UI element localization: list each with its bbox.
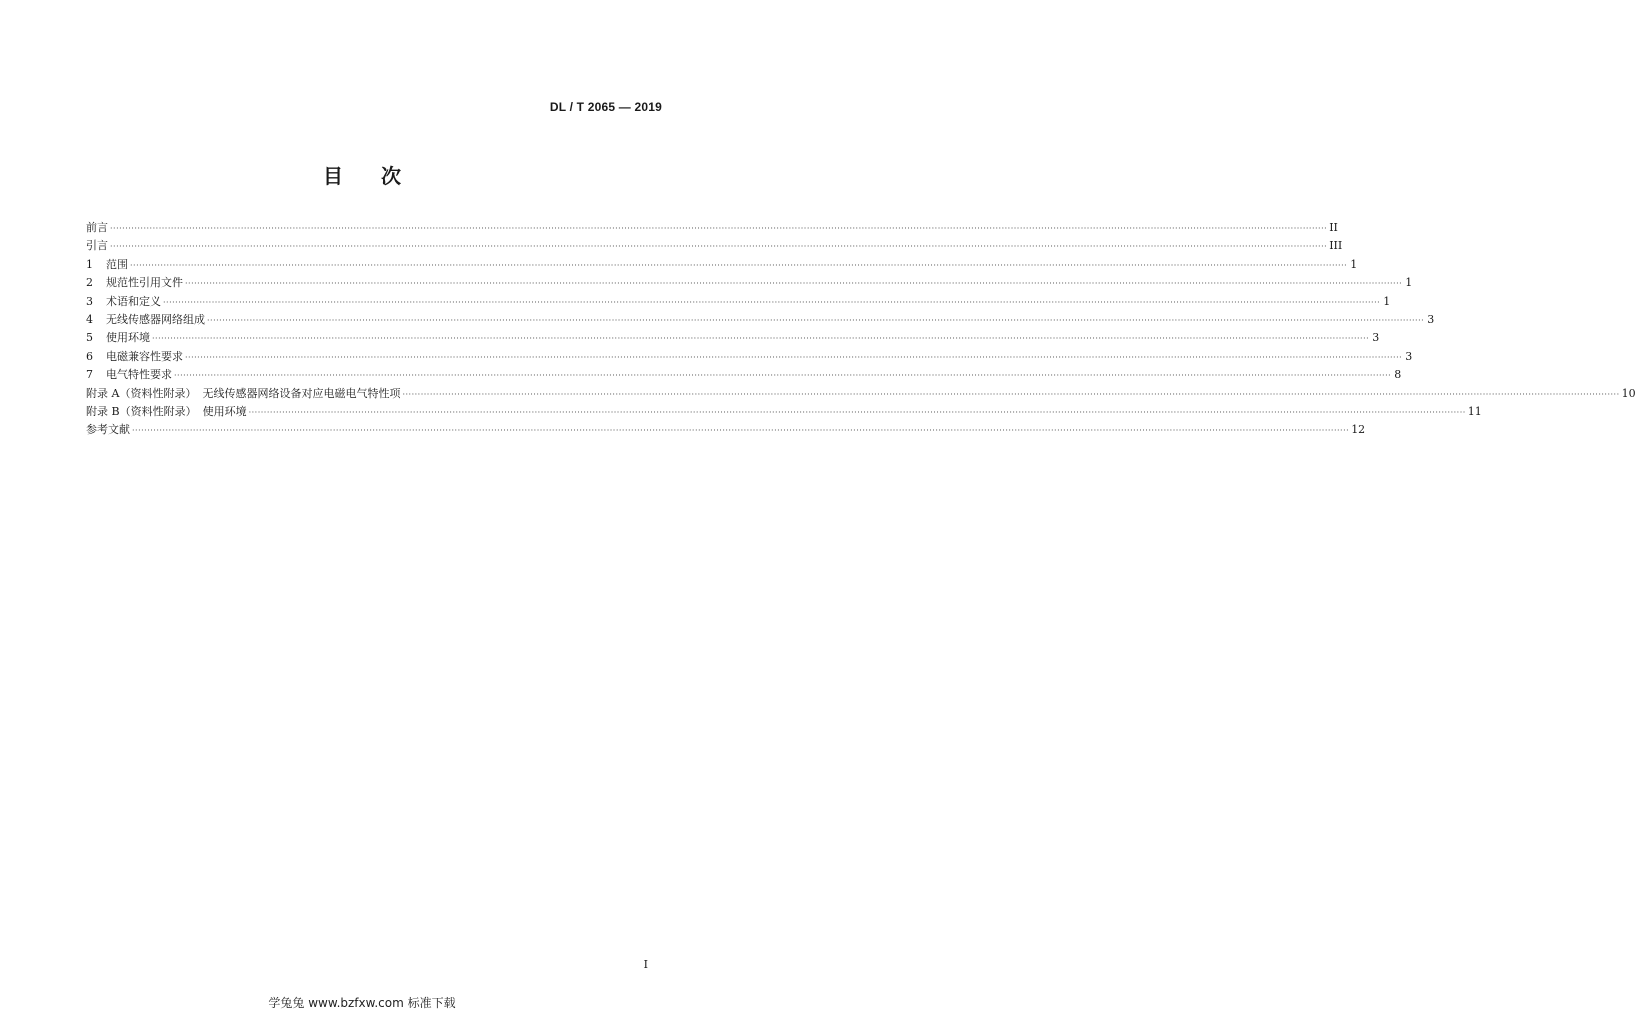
toc-leader-dots: ················································································································································································································································································································································································································ — [185, 279, 1403, 289]
toc-leader-dots: ················································································································································································································································································································································································································ — [152, 334, 1370, 344]
toc-entry-title: 电气特性要求 — [106, 368, 172, 382]
toc-entry-number: 5 — [86, 331, 93, 345]
toc-entry-title: 无线传感器网络组成 — [106, 312, 205, 326]
toc-entry-label — [106, 293, 161, 311]
toc-entry-label — [106, 256, 128, 274]
toc-entry[interactable] — [86, 311, 1435, 329]
title-char-2: 次 — [381, 164, 401, 188]
toc-entry-subtitle: 使用环境 — [202, 404, 247, 418]
toc-entry-title: 电磁兼容性要求 — [106, 349, 183, 363]
toc-entry-label — [86, 237, 108, 255]
toc-leader-dots: ················································································································································································································································································································································································································ — [110, 224, 1328, 233]
toc-entry-label — [86, 403, 247, 421]
toc-leader-dots: ················································································································································································································································································································································································································ — [402, 389, 1620, 399]
toc-entry-title: 使用环境 — [106, 331, 150, 345]
page-number: I — [643, 958, 648, 971]
toc-entry-label — [106, 366, 172, 384]
toc-entry-label — [106, 348, 183, 366]
title-char-1: 目 — [323, 164, 343, 188]
toc-entry-title: 引言 — [86, 239, 108, 253]
toc-entry-page: 1 — [1405, 276, 1413, 290]
toc-entry-label — [86, 421, 130, 439]
toc-leader-dots: ················································································································································································································································································································································································································ — [185, 352, 1403, 362]
toc-entry-page: 12 — [1351, 423, 1366, 437]
toc-entry-page: 1 — [1383, 294, 1391, 308]
table-of-contents — [86, 219, 1636, 440]
toc-entry-title: 附录 B（资料性附录） — [86, 404, 197, 418]
toc-entry[interactable] — [86, 348, 1413, 366]
toc-entry-page: 3 — [1372, 331, 1380, 345]
toc-entry-number: 1 — [86, 257, 93, 271]
toc-leader-dots: ················································································································································································································································································································································································································ — [207, 315, 1425, 325]
page-title — [0, 160, 724, 189]
toc-entry-page: 10 — [1621, 386, 1636, 400]
toc-entry-label — [86, 385, 400, 403]
toc-leader-dots: ················································································································································································································································································································································································································ — [132, 426, 1350, 436]
toc-leader-dots: ················································································································································································································································································································································································································ — [163, 297, 1381, 307]
toc-entry-page: II — [1329, 221, 1338, 234]
toc-entry-label — [106, 311, 205, 329]
toc-entry[interactable] — [86, 329, 1380, 347]
toc-entry-number: 3 — [86, 294, 93, 308]
toc-entry[interactable] — [86, 293, 1391, 311]
toc-leader-dots: ················································································································································································································································································································································································································ — [174, 371, 1392, 381]
toc-entry[interactable] — [86, 385, 1636, 403]
toc-entry[interactable] — [86, 237, 1343, 255]
toc-entry-title: 范围 — [106, 257, 128, 271]
toc-entry-page: III — [1329, 239, 1343, 253]
toc-entry-label — [86, 219, 108, 237]
toc-entry-number: 2 — [86, 276, 93, 290]
toc-entry-page: 3 — [1427, 312, 1435, 326]
toc-entry-page: 11 — [1467, 404, 1482, 418]
toc-entry[interactable] — [86, 219, 1338, 237]
toc-leader-dots: ················································································································································································································································································································································································································ — [110, 242, 1328, 252]
toc-entry[interactable] — [86, 403, 1482, 421]
toc-entry-label — [106, 274, 183, 292]
toc-entry-page: 3 — [1405, 349, 1413, 363]
toc-entry-title: 参考文献 — [86, 423, 130, 437]
toc-leader-dots: ················································································································································································································································································································································································································ — [248, 407, 1466, 417]
toc-entry[interactable] — [86, 366, 1402, 384]
toc-entry-title: 前言 — [86, 221, 108, 234]
toc-entry-number: 7 — [86, 368, 93, 382]
standard-code: DL / T 2065 — 2019 — [549, 100, 662, 114]
toc-entry-title: 附录 A（资料性附录） — [86, 386, 197, 400]
footer-watermark: 学兔兔 www.bzfxw.com 标准下载 — [268, 996, 456, 1010]
toc-entry-label — [106, 329, 150, 347]
toc-entry[interactable] — [86, 421, 1366, 439]
toc-entry-number: 6 — [86, 349, 93, 363]
toc-entry[interactable] — [86, 274, 1413, 292]
toc-entry-page: 8 — [1394, 368, 1402, 382]
toc-entry-subtitle: 无线传感器网络设备对应电磁电气特性项 — [202, 386, 401, 400]
toc-entry-title: 术语和定义 — [106, 294, 161, 308]
toc-entry[interactable] — [86, 256, 1358, 274]
toc-entry-number: 4 — [86, 312, 93, 326]
toc-entry-title: 规范性引用文件 — [106, 276, 183, 290]
toc-entry-page: 1 — [1350, 257, 1358, 271]
toc-leader-dots: ················································································································································································································································································································································································································ — [130, 260, 1348, 270]
